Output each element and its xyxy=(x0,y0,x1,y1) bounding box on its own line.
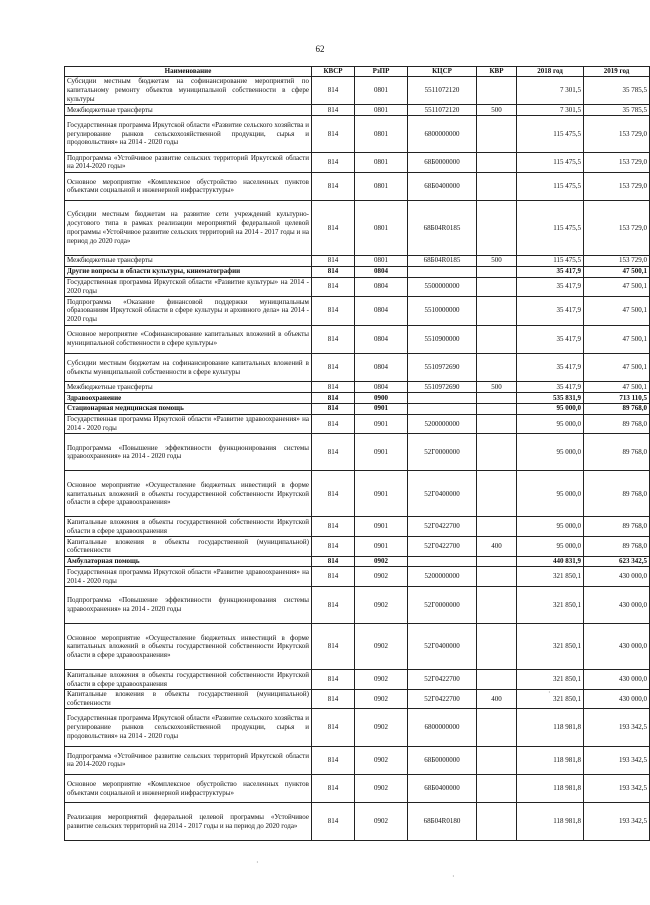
row-name: Реализация мероприятий федеральной целевой программы «Устойчивое развитие сельских территорий на 2014 - 2017 годы и на период до 2020 года» xyxy=(65,803,312,840)
column-header-2018: 2018 год xyxy=(517,67,584,77)
row-name: Государственная программа Иркутской области «Развитие здравоохранения» на 2014 - 2020 годы xyxy=(65,414,312,434)
row-kvr xyxy=(477,414,517,434)
row-rzpr: 0804 xyxy=(355,325,408,353)
row-kvsr: 814 xyxy=(312,255,355,266)
row-2019: 430 000,0 xyxy=(584,587,650,624)
row-name: Здравоохранение xyxy=(65,393,312,404)
row-kvsr: 814 xyxy=(312,746,355,774)
row-kvsr: 814 xyxy=(312,153,355,173)
row-kcsr: 5200000000 xyxy=(408,414,477,434)
row-rzpr: 0804 xyxy=(355,266,408,277)
row-kvsr: 814 xyxy=(312,434,355,471)
table-row xyxy=(65,587,650,624)
row-name: Государственная программа Иркутской области «Развитие здравоохранения» на 2014 - 2020 годы xyxy=(65,567,312,587)
row-2019: 47 500,1 xyxy=(584,325,650,353)
row-2019: 430 000,0 xyxy=(584,670,650,690)
column-header-rzpr: РзПР xyxy=(355,67,408,77)
row-kcsr xyxy=(408,393,477,404)
row-kcsr: 5511072120 xyxy=(408,76,477,104)
row-2019: 89 768,0 xyxy=(584,403,650,414)
row-rzpr: 0902 xyxy=(355,775,408,803)
row-2019: 89 768,0 xyxy=(584,537,650,557)
row-name: Подпрограмма «Устойчивое развитие сельских территорий Иркутской области на 2014-2020 годы» xyxy=(65,746,312,774)
row-2018: 321 850,1 xyxy=(517,689,584,709)
row-rzpr: 0901 xyxy=(355,434,408,471)
row-kvr xyxy=(477,393,517,404)
row-kcsr: 68Б0000000 xyxy=(408,746,477,774)
row-kvr: 400 xyxy=(477,689,517,709)
row-2018: 35 417,9 xyxy=(517,353,584,381)
table-row xyxy=(65,255,650,266)
table-row xyxy=(65,153,650,173)
table-row xyxy=(65,414,650,434)
table-row xyxy=(65,325,650,353)
row-kvsr: 814 xyxy=(312,325,355,353)
row-kvr xyxy=(477,670,517,690)
row-2018: 440 831,9 xyxy=(517,556,584,567)
row-kvsr: 814 xyxy=(312,689,355,709)
row-kvsr: 814 xyxy=(312,266,355,277)
row-kvr xyxy=(477,266,517,277)
table-row xyxy=(65,403,650,414)
row-kcsr: 5200000000 xyxy=(408,567,477,587)
column-header-name: Наименование xyxy=(65,67,312,77)
row-2018: 35 417,9 xyxy=(517,382,584,393)
row-rzpr: 0901 xyxy=(355,537,408,557)
page-number: 62 xyxy=(315,44,325,54)
row-2019: 193 342,5 xyxy=(584,803,650,840)
row-2018: 7 301,5 xyxy=(517,105,584,116)
table-row xyxy=(65,277,650,297)
row-name: Капитальные вложения в объекты государственной собственности Иркутской области в сфере здравоохранения xyxy=(65,670,312,690)
row-kcsr: 5500000000 xyxy=(408,277,477,297)
table-row xyxy=(65,517,650,537)
scan-mark: · xyxy=(452,872,455,881)
row-kvsr: 814 xyxy=(312,670,355,690)
table-row xyxy=(65,689,650,709)
table-row xyxy=(65,382,650,393)
row-rzpr: 0902 xyxy=(355,587,408,624)
table-header-row xyxy=(65,67,650,77)
row-2019: 193 342,5 xyxy=(584,709,650,746)
row-2019: 47 500,1 xyxy=(584,277,650,297)
row-kvr xyxy=(477,325,517,353)
row-kvsr: 814 xyxy=(312,353,355,381)
row-name: Государственная программа Иркутской области «Развитие культуры» на 2014 - 2020 годы xyxy=(65,277,312,297)
row-2019: 713 110,5 xyxy=(584,393,650,404)
row-kvsr: 814 xyxy=(312,277,355,297)
table-row xyxy=(65,353,650,381)
row-rzpr: 0902 xyxy=(355,709,408,746)
row-rzpr: 0901 xyxy=(355,517,408,537)
row-2018: 35 417,9 xyxy=(517,297,584,325)
row-2019: 47 500,1 xyxy=(584,266,650,277)
row-kcsr: 52Г0400000 xyxy=(408,471,477,517)
row-2018: 7 301,5 xyxy=(517,76,584,104)
row-name: Межбюджетные трансферты xyxy=(65,105,312,116)
row-kvr: 500 xyxy=(477,382,517,393)
row-kvr xyxy=(477,775,517,803)
row-rzpr: 0902 xyxy=(355,567,408,587)
row-kvsr: 814 xyxy=(312,393,355,404)
row-2018: 95 000,0 xyxy=(517,403,584,414)
row-rzpr: 0804 xyxy=(355,277,408,297)
row-2019: 193 342,5 xyxy=(584,775,650,803)
table-row xyxy=(65,746,650,774)
row-kvr xyxy=(477,803,517,840)
row-kvr xyxy=(477,353,517,381)
row-2018: 118 981,8 xyxy=(517,709,584,746)
row-kvr xyxy=(477,624,517,670)
row-kcsr: 68Б0400000 xyxy=(408,172,477,200)
row-kcsr: 68Б0400000 xyxy=(408,775,477,803)
row-kvr xyxy=(477,403,517,414)
row-name: Подпрограмма «Повышение эффективности функционирования системы здравоохранения» на 2014 - 2020 годы xyxy=(65,587,312,624)
table-row xyxy=(65,567,650,587)
table-row xyxy=(65,537,650,557)
row-name: Государственная программа Иркутской области «Развитие сельского хозяйства и регулирование рынков сельскохозяйственной продукции, сырья и продовольствия» на 2014 - 2020 годы xyxy=(65,115,312,152)
row-kcsr xyxy=(408,403,477,414)
table-row xyxy=(65,297,650,325)
budget-table xyxy=(64,66,650,841)
row-kcsr: 52Г0422700 xyxy=(408,670,477,690)
row-2018: 115 475,5 xyxy=(517,153,584,173)
row-name: Стационарная медицинская помощь xyxy=(65,403,312,414)
row-name: Основное мероприятие «Софинансирование капитальных вложений в объекты муниципальной собственности в сфере культуры» xyxy=(65,325,312,353)
table-row xyxy=(65,172,650,200)
row-name: Основное мероприятие «Осуществление бюджетных инвестиций в форме капитальных вложений в объекты государственной собственности Иркутской области в сфере здравоохранения» xyxy=(65,471,312,517)
row-rzpr: 0902 xyxy=(355,556,408,567)
row-kvr: 500 xyxy=(477,255,517,266)
row-kvsr: 814 xyxy=(312,537,355,557)
row-kcsr: 52Г0422700 xyxy=(408,689,477,709)
row-2019: 89 768,0 xyxy=(584,434,650,471)
row-name: Подпрограмма «Оказание финансовой поддержки муниципальным образованиям Иркутской области в сфере культуры и архивного дела» на 2014 - 2020 годы xyxy=(65,297,312,325)
row-kvr xyxy=(477,587,517,624)
row-kvr xyxy=(477,297,517,325)
table-row xyxy=(65,624,650,670)
row-kcsr: 52Г0000000 xyxy=(408,434,477,471)
column-header-2019: 2019 год xyxy=(584,67,650,77)
row-rzpr: 0901 xyxy=(355,403,408,414)
row-2018: 118 981,8 xyxy=(517,803,584,840)
row-2019: 430 000,0 xyxy=(584,567,650,587)
row-2018: 321 850,1 xyxy=(517,670,584,690)
row-2018: 115 475,5 xyxy=(517,201,584,256)
row-2018: 115 475,5 xyxy=(517,172,584,200)
row-rzpr: 0801 xyxy=(355,201,408,256)
row-rzpr: 0801 xyxy=(355,153,408,173)
row-kvsr: 814 xyxy=(312,297,355,325)
row-2019: 153 729,0 xyxy=(584,255,650,266)
column-header-kvr: КВР xyxy=(477,67,517,77)
row-name: Государственная программа Иркутской области «Развитие сельского хозяйства и регулирование рынков сельскохозяйственной продукции, сырья и продовольствия» на 2014 - 2020 годы xyxy=(65,709,312,746)
row-kcsr: 68Б0000000 xyxy=(408,153,477,173)
row-name: Капитальные вложения в объекты государственной (муниципальной) собственности xyxy=(65,537,312,557)
scan-mark: · xyxy=(256,858,259,867)
row-2018: 95 000,0 xyxy=(517,434,584,471)
row-kvr xyxy=(477,567,517,587)
row-name: Межбюджетные трансферты xyxy=(65,382,312,393)
row-kcsr xyxy=(408,556,477,567)
row-2019: 430 000,0 xyxy=(584,624,650,670)
row-kcsr: 6800000000 xyxy=(408,115,477,152)
row-2019: 89 768,0 xyxy=(584,471,650,517)
column-header-kvsr: КВСР xyxy=(312,67,355,77)
table-row xyxy=(65,393,650,404)
row-kcsr: 52Г0422700 xyxy=(408,537,477,557)
row-rzpr: 0902 xyxy=(355,624,408,670)
row-name: Подпрограмма «Устойчивое развитие сельских территорий Иркутской области на 2014-2020 годы» xyxy=(65,153,312,173)
row-2018: 118 981,8 xyxy=(517,746,584,774)
row-2019: 35 785,5 xyxy=(584,105,650,116)
row-2018: 535 831,9 xyxy=(517,393,584,404)
row-kvr xyxy=(477,115,517,152)
table-row xyxy=(65,434,650,471)
row-rzpr: 0804 xyxy=(355,382,408,393)
row-2018: 95 000,0 xyxy=(517,537,584,557)
row-kvsr: 814 xyxy=(312,517,355,537)
row-2018: 321 850,1 xyxy=(517,624,584,670)
row-2019: 623 342,5 xyxy=(584,556,650,567)
row-2018: 95 000,0 xyxy=(517,517,584,537)
table-row xyxy=(65,105,650,116)
row-2019: 47 500,1 xyxy=(584,353,650,381)
row-name: Капитальные вложения в объекты государственной (муниципальной) собственности xyxy=(65,689,312,709)
row-rzpr: 0801 xyxy=(355,255,408,266)
row-kvsr: 814 xyxy=(312,709,355,746)
row-name: Капитальные вложения в объекты государственной собственности Иркутской области в сфере здравоохранения xyxy=(65,517,312,537)
row-rzpr: 0902 xyxy=(355,689,408,709)
row-2019: 153 729,0 xyxy=(584,172,650,200)
row-rzpr: 0801 xyxy=(355,76,408,104)
row-kcsr: 6800000000 xyxy=(408,709,477,746)
row-2019: 193 342,5 xyxy=(584,746,650,774)
table-row xyxy=(65,803,650,840)
row-kvsr: 814 xyxy=(312,471,355,517)
row-kcsr: 68Б04R0185 xyxy=(408,255,477,266)
row-kvr xyxy=(477,517,517,537)
row-kvsr: 814 xyxy=(312,624,355,670)
row-2018: 115 475,5 xyxy=(517,255,584,266)
scan-mark: · xyxy=(548,688,551,697)
row-rzpr: 0902 xyxy=(355,803,408,840)
row-rzpr: 0804 xyxy=(355,297,408,325)
row-2019: 153 729,0 xyxy=(584,201,650,256)
row-2019: 89 768,0 xyxy=(584,414,650,434)
row-kvr xyxy=(477,277,517,297)
row-kcsr: 5510000000 xyxy=(408,297,477,325)
row-kvr xyxy=(477,434,517,471)
row-kcsr: 52Г0400000 xyxy=(408,624,477,670)
row-kvsr: 814 xyxy=(312,172,355,200)
row-kvr xyxy=(477,471,517,517)
row-rzpr: 0901 xyxy=(355,471,408,517)
table-row xyxy=(65,556,650,567)
row-kvsr: 814 xyxy=(312,587,355,624)
row-2018: 35 417,9 xyxy=(517,325,584,353)
row-2018: 118 981,8 xyxy=(517,775,584,803)
row-rzpr: 0801 xyxy=(355,105,408,116)
row-2019: 153 729,0 xyxy=(584,153,650,173)
row-kcsr: 68Б04R0180 xyxy=(408,803,477,840)
row-kcsr: 52Г0422700 xyxy=(408,517,477,537)
row-name: Субсидии местным бюджетам на софинансирование капитальных вложений в объекты муниципальной собственности в сфере культуры xyxy=(65,353,312,381)
row-2019: 47 500,1 xyxy=(584,297,650,325)
row-rzpr: 0901 xyxy=(355,414,408,434)
row-kvsr: 814 xyxy=(312,414,355,434)
row-kcsr: 5510972690 xyxy=(408,353,477,381)
row-2018: 95 000,0 xyxy=(517,471,584,517)
row-2019: 153 729,0 xyxy=(584,115,650,152)
row-kvsr: 814 xyxy=(312,201,355,256)
row-kvsr: 814 xyxy=(312,382,355,393)
row-2018: 95 000,0 xyxy=(517,414,584,434)
row-kvsr: 814 xyxy=(312,803,355,840)
row-rzpr: 0804 xyxy=(355,353,408,381)
table-row xyxy=(65,471,650,517)
table-row xyxy=(65,115,650,152)
table-row xyxy=(65,201,650,256)
row-name: Другие вопросы в области культуры, кинематографии xyxy=(65,266,312,277)
row-kcsr: 52Г0000000 xyxy=(408,587,477,624)
table-row xyxy=(65,76,650,104)
row-kcsr: 5510972690 xyxy=(408,382,477,393)
row-name: Межбюджетные трансферты xyxy=(65,255,312,266)
row-kvr xyxy=(477,201,517,256)
row-name: Основное мероприятие «Комплексное обустройство населенных пунктов объектами социальной и инженерной инфраструктуры» xyxy=(65,172,312,200)
table-row xyxy=(65,670,650,690)
row-kvr xyxy=(477,76,517,104)
row-kvr xyxy=(477,746,517,774)
row-kvsr: 814 xyxy=(312,775,355,803)
row-name: Субсидии местным бюджетам на развитие сети учреждений культурно-досугового типа в рамках реализации мероприятий федеральной целевой программы «Устойчивое развитие сельских территорий на 2014 - 2017 годы и на период до 2020 года» xyxy=(65,201,312,256)
row-2018: 35 417,9 xyxy=(517,277,584,297)
row-kvsr: 814 xyxy=(312,567,355,587)
row-kvsr: 814 xyxy=(312,105,355,116)
row-2019: 430 000,0 xyxy=(584,689,650,709)
row-2018: 35 417,9 xyxy=(517,266,584,277)
row-rzpr: 0902 xyxy=(355,670,408,690)
row-2018: 321 850,1 xyxy=(517,587,584,624)
row-2018: 321 850,1 xyxy=(517,567,584,587)
row-rzpr: 0801 xyxy=(355,115,408,152)
row-kvr: 500 xyxy=(477,105,517,116)
row-kvsr: 814 xyxy=(312,76,355,104)
row-name: Амбулаторная помощь xyxy=(65,556,312,567)
row-rzpr: 0900 xyxy=(355,393,408,404)
row-kvr: 400 xyxy=(477,537,517,557)
row-2019: 35 785,5 xyxy=(584,76,650,104)
row-kvr xyxy=(477,556,517,567)
column-header-kcsr: КЦСР xyxy=(408,67,477,77)
table-row xyxy=(65,266,650,277)
row-kvr xyxy=(477,172,517,200)
row-kvsr: 814 xyxy=(312,403,355,414)
row-kcsr: 5510900000 xyxy=(408,325,477,353)
row-name: Основное мероприятие «Комплексное обустройство населенных пунктов объектами социальной и инженерной инфраструктуры» xyxy=(65,775,312,803)
row-kvsr: 814 xyxy=(312,556,355,567)
row-2019: 47 500,1 xyxy=(584,382,650,393)
row-2019: 89 768,0 xyxy=(584,517,650,537)
row-kvr xyxy=(477,709,517,746)
row-rzpr: 0801 xyxy=(355,172,408,200)
row-kcsr xyxy=(408,266,477,277)
row-name: Подпрограмма «Повышение эффективности функционирования системы здравоохранения» на 2014 - 2020 годы xyxy=(65,434,312,471)
row-kvr xyxy=(477,153,517,173)
row-name: Субсидии местным бюджетам на софинансирование мероприятий по капитальному ремонту объектов муниципальной собственности в сфере культуры xyxy=(65,76,312,104)
table-row xyxy=(65,709,650,746)
row-kvsr: 814 xyxy=(312,115,355,152)
row-kcsr: 5511072120 xyxy=(408,105,477,116)
row-rzpr: 0902 xyxy=(355,746,408,774)
row-name: Основное мероприятие «Осуществление бюджетных инвестиций в форме капитальных вложений в объекты государственной собственности Иркутской области в сфере здравоохранения» xyxy=(65,624,312,670)
table-row xyxy=(65,775,650,803)
row-2018: 115 475,5 xyxy=(517,115,584,152)
row-kcsr: 68Б04R0185 xyxy=(408,201,477,256)
